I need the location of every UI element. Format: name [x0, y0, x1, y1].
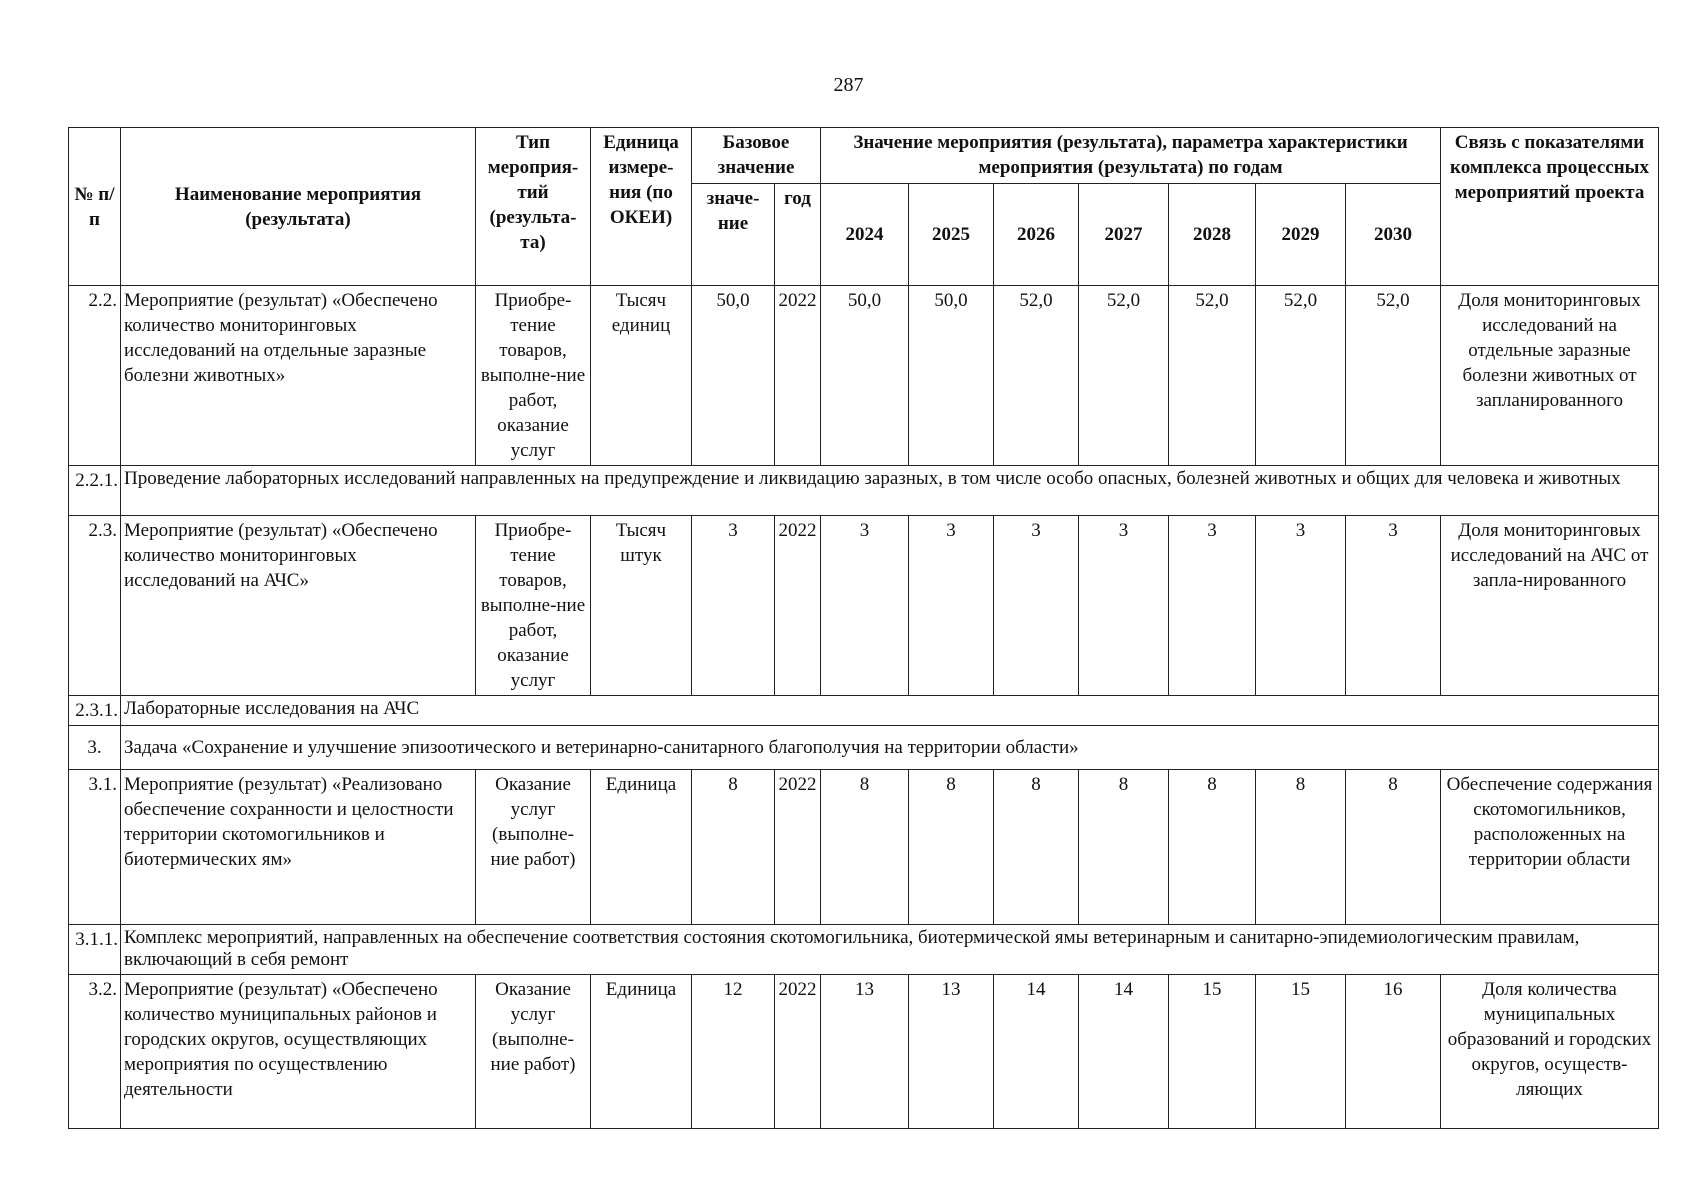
- row-unit: Тысяч штук: [591, 516, 692, 696]
- page-number: 287: [833, 74, 864, 96]
- table-row: [69, 696, 1659, 726]
- table-row: [69, 466, 1659, 516]
- row-value-2030: 8: [1346, 770, 1441, 925]
- row-value-2027: 52,0: [1079, 286, 1169, 466]
- header-name: Наименование мероприятия (результата): [121, 128, 476, 286]
- row-num: 3.1.1.: [69, 925, 121, 975]
- row-value-2027: 8: [1079, 770, 1169, 925]
- header-link: Связь с показателями комплекса процессных мероприятий проекта: [1441, 128, 1659, 286]
- row-value-2025: 13: [909, 975, 994, 1129]
- row-base-year: 2022: [775, 770, 821, 925]
- table-row: [69, 770, 1659, 925]
- header-year-2025: 2025: [909, 184, 994, 286]
- row-link: Доля мониторинговых исследований на отдельные заразные болезни животных от запланированного: [1441, 286, 1659, 466]
- row-value-2029: 52,0: [1256, 286, 1346, 466]
- row-value-2027: 14: [1079, 975, 1169, 1129]
- header-base-value: значе-ние: [692, 184, 775, 286]
- table-row: [69, 286, 1659, 466]
- row-value-2028: 52,0: [1169, 286, 1256, 466]
- row-num: 3.2.: [69, 975, 121, 1129]
- row-link: Обеспечение содержания скотомогильников, расположенных на территории области: [1441, 770, 1659, 925]
- row-base-value: 8: [692, 770, 775, 925]
- header-unit: Единица измере-ния (по ОКЕИ): [591, 128, 692, 286]
- row-value-2029: 15: [1256, 975, 1346, 1129]
- row-value-2025: 3: [909, 516, 994, 696]
- row-value-2026: 3: [994, 516, 1079, 696]
- row-base-value: 3: [692, 516, 775, 696]
- row-value-2026: 14: [994, 975, 1079, 1129]
- row-value-2025: 8: [909, 770, 994, 925]
- row-value-2024: 3: [821, 516, 909, 696]
- row-base-value: 12: [692, 975, 775, 1129]
- header-year-2026: 2026: [994, 184, 1079, 286]
- header-year-2027: 2027: [1079, 184, 1169, 286]
- row-name: Мероприятие (результат) «Обеспечено количество мониторинговых исследований на АЧС»: [121, 516, 476, 696]
- header-num: № п/п: [69, 128, 121, 286]
- row-task-text: Задача «Сохранение и улучшение эпизоотического и ветеринарно-санитарного благополучия на территории области»: [121, 726, 1659, 770]
- row-unit: Тысяч единиц: [591, 286, 692, 466]
- row-text: Комплекс мероприятий, направленных на обеспечение соответствия состояния скотомогильника, биотермической ямы ветеринарным и санитарно-эпидемиологическим правилам, включающий в себя ремонт: [121, 925, 1659, 975]
- header-year-2030: 2030: [1346, 184, 1441, 286]
- row-base-year: 2022: [775, 975, 821, 1129]
- row-name: Мероприятие (результат) «Обеспечено количество муниципальных районов и городских округов, осуществляющих мероприятия по осуществлению деятельности: [121, 975, 476, 1129]
- row-value-2028: 8: [1169, 770, 1256, 925]
- row-value-2024: 8: [821, 770, 909, 925]
- row-num: 2.2.1.: [69, 466, 121, 516]
- row-unit: Единица: [591, 770, 692, 925]
- row-num: 2.3.1.: [69, 696, 121, 726]
- row-type: Оказание услуг (выполне-ние работ): [476, 770, 591, 925]
- row-value-2029: 3: [1256, 516, 1346, 696]
- row-text: Лабораторные исследования на АЧС: [121, 696, 1659, 726]
- activities-table: [68, 127, 1659, 1129]
- row-value-2030: 3: [1346, 516, 1441, 696]
- row-value-2030: 52,0: [1346, 286, 1441, 466]
- table-body: [69, 286, 1659, 1129]
- header-year-2028: 2028: [1169, 184, 1256, 286]
- row-value-2029: 8: [1256, 770, 1346, 925]
- row-value-2026: 8: [994, 770, 1079, 925]
- row-num: 3.: [69, 726, 121, 770]
- row-base-year: 2022: [775, 286, 821, 466]
- table-row: [69, 925, 1659, 975]
- row-base-year: 2022: [775, 516, 821, 696]
- row-base-value: 50,0: [692, 286, 775, 466]
- row-name: Мероприятие (результат) «Обеспечено количество мониторинговых исследований на отдельные заразные болезни животных»: [121, 286, 476, 466]
- row-type: Оказание услуг (выполне-ние работ): [476, 975, 591, 1129]
- header-base: Базовое значение: [692, 128, 821, 184]
- header-year-2029: 2029: [1256, 184, 1346, 286]
- row-value-2030: 16: [1346, 975, 1441, 1129]
- header-base-year: год: [775, 184, 821, 286]
- row-num: 3.1.: [69, 770, 121, 925]
- row-value-2027: 3: [1079, 516, 1169, 696]
- row-type: Приобре-тение товаров, выполне-ние работ, оказание услуг: [476, 286, 591, 466]
- row-value-2024: 50,0: [821, 286, 909, 466]
- header-type: Тип мероприя-тий (результа-та): [476, 128, 591, 286]
- row-text: Проведение лабораторных исследований направленных на предупреждение и ликвидацию заразных, в том числе особо опасных, болезней животных и общих для человека и животных: [121, 466, 1659, 516]
- row-value-2028: 15: [1169, 975, 1256, 1129]
- row-name: Мероприятие (результат) «Реализовано обеспечение сохранности и целостности территории скотомогильников и биотермических ям»: [121, 770, 476, 925]
- row-num: 2.2.: [69, 286, 121, 466]
- header-year-2024: 2024: [821, 184, 909, 286]
- row-value-2024: 13: [821, 975, 909, 1129]
- row-type: Приобре-тение товаров, выполне-ние работ, оказание услуг: [476, 516, 591, 696]
- row-value-2028: 3: [1169, 516, 1256, 696]
- table-row: [69, 516, 1659, 696]
- table-row: [69, 726, 1659, 770]
- header-years-group: Значение мероприятия (результата), параметра характеристики мероприятия (результата) по годам: [821, 128, 1441, 184]
- table-row: [69, 975, 1659, 1129]
- row-link: Доля мониторинговых исследований на АЧС от запла-нированного: [1441, 516, 1659, 696]
- row-unit: Единица: [591, 975, 692, 1129]
- row-link: Доля количества муниципальных образований и городских округов, осуществ-ляющих: [1441, 975, 1659, 1129]
- row-num: 2.3.: [69, 516, 121, 696]
- row-value-2025: 50,0: [909, 286, 994, 466]
- row-value-2026: 52,0: [994, 286, 1079, 466]
- table-header: [69, 128, 1659, 286]
